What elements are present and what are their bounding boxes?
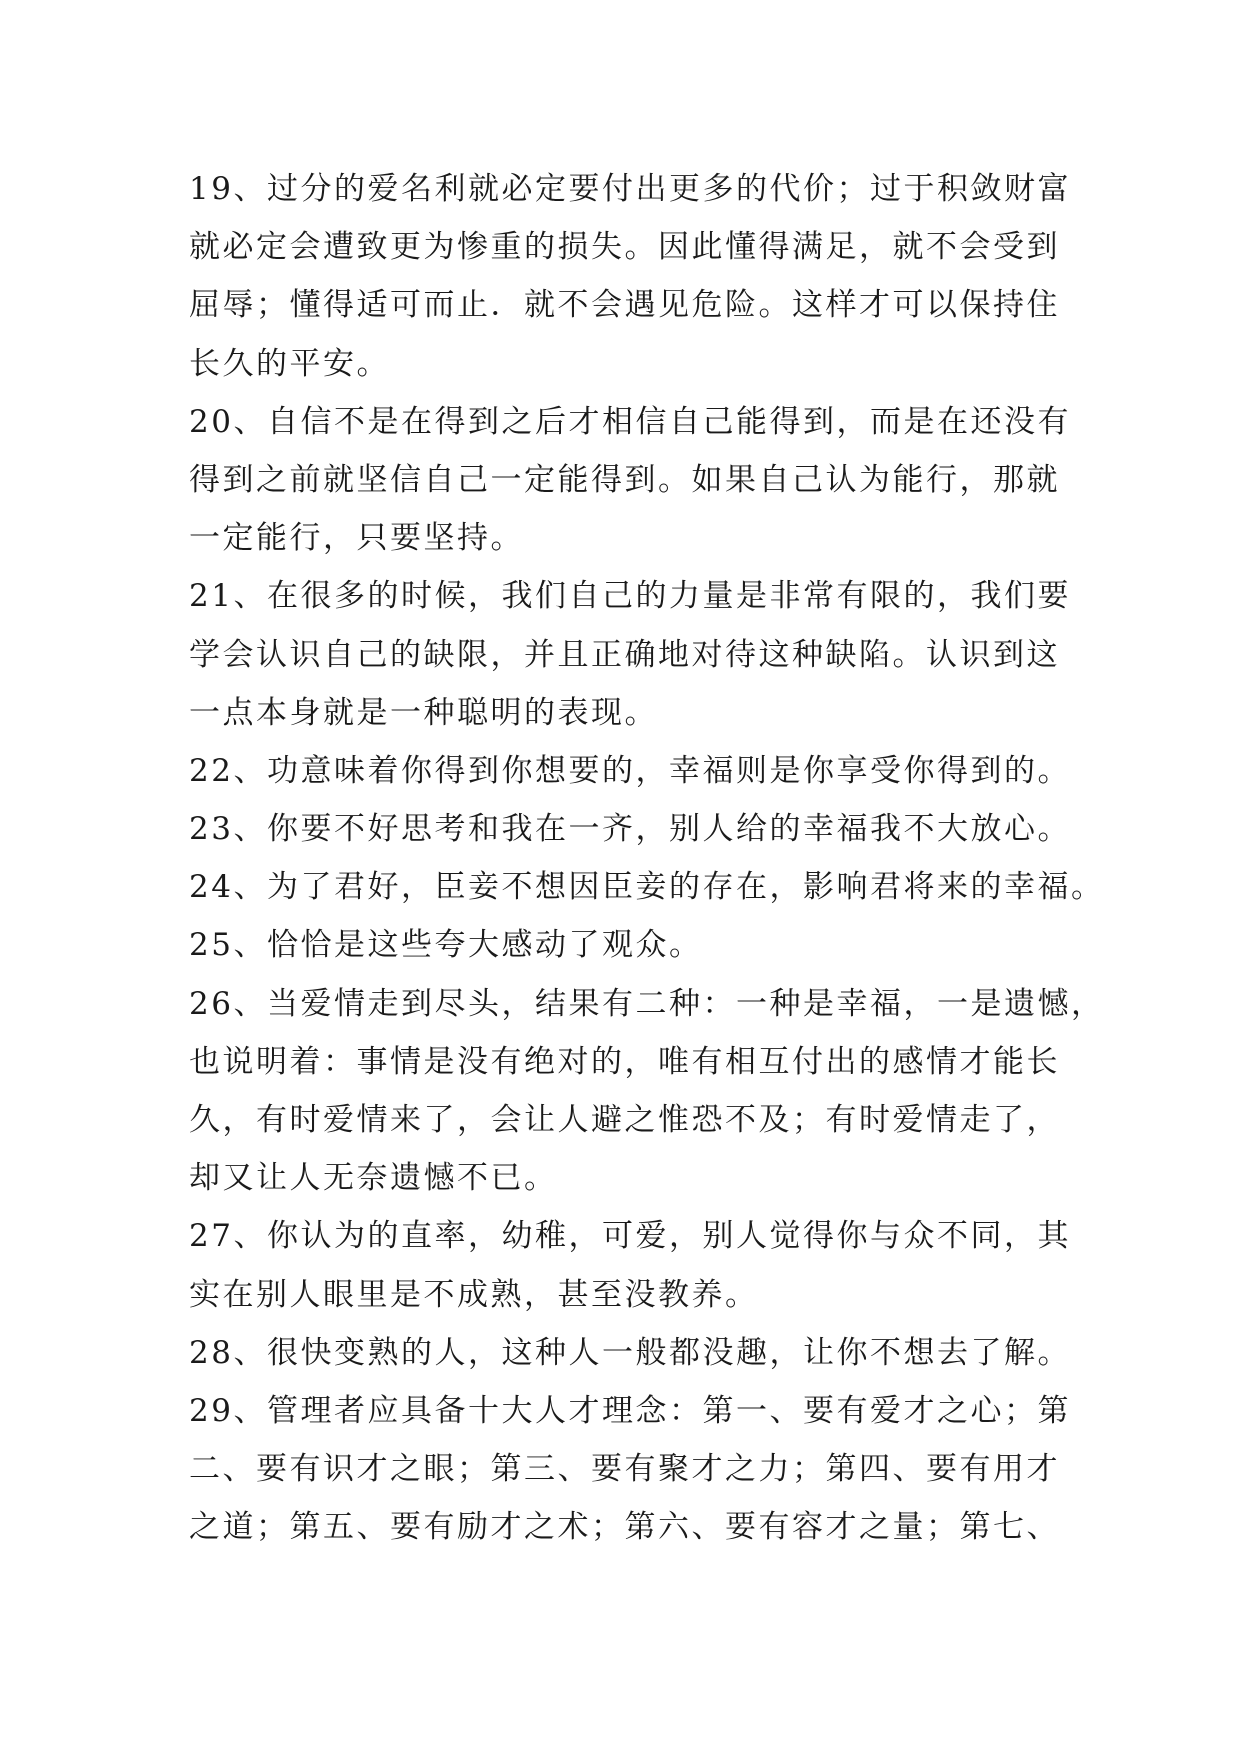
text-line: 一点本身就是一种聪明的表现。: [189, 694, 658, 731]
text-line: 25、恰恰是这些夸大感动了观众。: [189, 927, 703, 964]
text-line: 29、管理者应具备十大人才理念：第一、要有爱才之心；第: [189, 1392, 1071, 1429]
text-line: 28、很快变熟的人，这种人一般都没趣，让你不想去了解。: [189, 1334, 1071, 1371]
text-line: 就必定会遭致更为惨重的损失。因此懂得满足，就不会受到: [189, 229, 1060, 266]
text-line: 26、当爱情走到尽头，结果有二种：一种是幸福，一是遗憾，: [189, 985, 1105, 1022]
text-line: 23、你要不好思考和我在一齐，别人给的幸福我不大放心。: [189, 811, 1071, 848]
text-line: 却又让人无奈遗憾不已。: [189, 1160, 558, 1197]
text-line: 24、为了君好，臣妾不想因臣妾的存在，影响君将来的幸福。: [189, 869, 1105, 906]
text-line: 二、要有识才之眼；第三、要有聚才之力；第四、要有用才: [189, 1451, 1060, 1488]
text-line: 长久的平安。: [189, 345, 390, 382]
text-line: 20、自信不是在得到之后才相信自己能得到，而是在还没有: [189, 403, 1071, 440]
text-line: 学会认识自己的缺限，并且正确地对待这种缺陷。认识到这: [189, 636, 1060, 673]
text-line: 21、在很多的时候，我们自己的力量是非常有限的，我们要: [189, 578, 1071, 615]
text-line: 屈辱；懂得适可而止．就不会遇见危险。这样才可以保持住: [189, 287, 1060, 324]
text-line: 22、功意味着你得到你想要的，幸福则是你享受你得到的。: [189, 752, 1071, 789]
text-line: 19、过分的爱名利就必定要付出更多的代价；过于积敛财富: [189, 171, 1071, 207]
text-line: 久，有时爱情来了，会让人避之惟恐不及；有时爱情走了，: [189, 1102, 1060, 1138]
text-line: 得到之前就坚信自己一定能得到。如果自己认为能行，那就: [189, 461, 1060, 498]
text-line: 一定能行，只要坚持。: [189, 520, 524, 557]
text-line: 也说明着：事情是没有绝对的，唯有相互付出的感情才能长: [189, 1043, 1060, 1080]
text-line: 之道；第五、要有励才之术；第六、要有容才之量；第七、: [189, 1509, 1060, 1546]
body-text: [189, 160, 1105, 1557]
text-line: 实在别人眼里是不成熟，甚至没教养。: [189, 1276, 759, 1313]
text-line: 27、你认为的直率，幼稚，可爱，别人觉得你与众不同，其: [189, 1218, 1071, 1255]
